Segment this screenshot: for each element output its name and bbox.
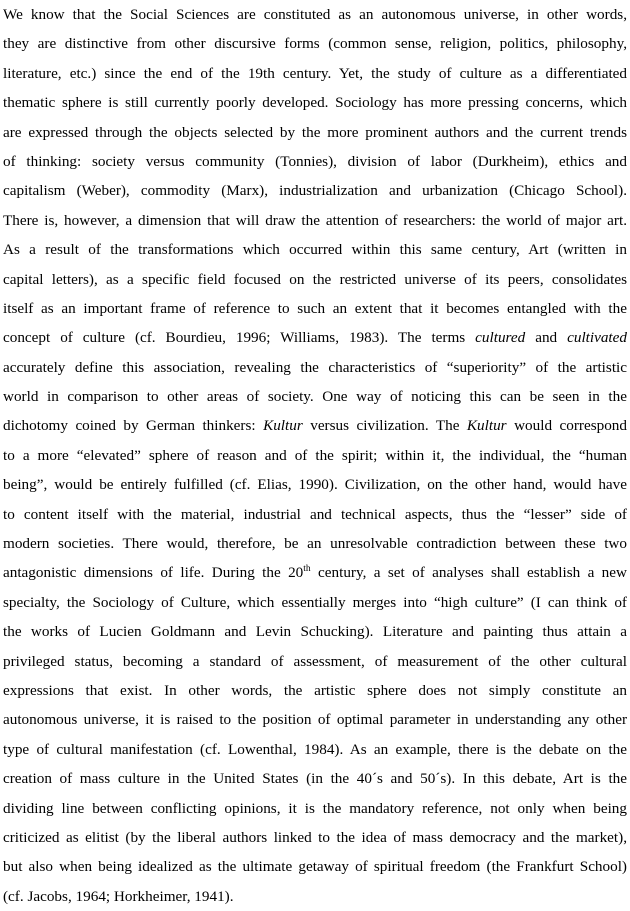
text-line: There is, however, a dimension that will draw the attention of researchers: the world of major art.	[3, 211, 627, 229]
text-line: world in comparison to other areas of society. One way of noticing this can be seen in the	[3, 388, 627, 406]
document-page	[3, 0, 627, 911]
text-line: privileged status, becoming a standard of assessment, of measurement of the other cultural	[3, 652, 627, 670]
text-line: but also when being idealized as the ultimate getaway of spiritual freedom (the Frankfurt School)	[3, 858, 627, 876]
text-line: to a more “elevated” sphere of reason and of the spirit; within it, the individual, the “human	[3, 446, 627, 464]
body-paragraph	[3, 0, 627, 911]
text-line: antagonistic dimensions of life. During the 20th century, a set of analyses shall establish a new	[3, 564, 627, 582]
text-line: specialty, the Sociology of Culture, which essentially merges into “high culture” (I can think of	[3, 593, 627, 611]
text-line: type of cultural manifestation (cf. Lowenthal, 1984). As an example, there is the debate on the	[3, 740, 627, 758]
italic-term: Kultur	[263, 417, 303, 435]
text-line: autonomous universe, it is raised to the position of optimal parameter in understanding any other	[3, 711, 627, 729]
text-line: are expressed through the objects selected by the more prominent authors and the current trends	[3, 123, 627, 141]
text-line: to content itself with the material, industrial and technical aspects, thus the “lesser” side of	[3, 505, 627, 523]
text-line: modern societies. There would, therefore, be an unresolvable contradiction between these two	[3, 535, 627, 553]
text-line: dividing line between conflicting opinions, it is the mandatory reference, not only when being	[3, 799, 627, 817]
text-line: literature, etc.) since the end of the 19th century. Yet, the study of culture as a differentiated	[3, 64, 627, 82]
text-line: thematic sphere is still currently poorly developed. Sociology has more pressing concerns, which	[3, 94, 627, 112]
text-line: expressions that exist. In other words, the artistic sphere does not simply constitute an	[3, 681, 627, 699]
text-line: creation of mass culture in the United States (in the 40´s and 50´s). In this debate, Art is the	[3, 770, 627, 788]
superscript: th	[303, 564, 311, 575]
italic-term: cultured	[475, 329, 526, 347]
text-line: As a result of the transformations which occurred within this same century, Art (written in	[3, 241, 627, 259]
text-line: capital letters), as a specific field focused on the restricted universe of its peers, consolidates	[3, 270, 627, 288]
text-line: (cf. Jacobs, 1964; Horkheimer, 1941).	[3, 887, 234, 905]
text-line: the works of Lucien Goldmann and Levin Schucking). Literature and painting thus attain a	[3, 623, 627, 641]
italic-term: cultivated	[567, 329, 627, 347]
text-line: of thinking: society versus community (Tonnies), division of labor (Durkheim), ethics and	[3, 152, 627, 170]
text-line: criticized as elitist (by the liberal authors linked to the idea of mass democracy and the market),	[3, 828, 627, 846]
text-line: they are distinctive from other discursive forms (common sense, religion, politics, philosophy,	[3, 35, 627, 53]
text-line: We know that the Social Sciences are constituted as an autonomous universe, in other words,	[3, 6, 627, 23]
text-line: capitalism (Weber), commodity (Marx), industrialization and urbanization (Chicago School).	[3, 182, 627, 200]
text-line: being”, would be entirely fulfilled (cf. Elias, 1990). Civilization, on the other hand, would have	[3, 476, 627, 494]
text-line: dichotomy coined by German thinkers: Kultur versus civilization. The Kultur would correspond	[3, 417, 627, 435]
text-line: accurately define this association, revealing the characteristics of “superiority” of the artistic	[3, 358, 627, 376]
italic-term: Kultur	[466, 417, 507, 435]
text-line: itself as an important frame of reference to such an extent that it becomes entangled with the	[3, 299, 627, 317]
text-line: concept of culture (cf. Bourdieu, 1996; Williams, 1983). The terms cultured and cultivated	[3, 329, 627, 347]
